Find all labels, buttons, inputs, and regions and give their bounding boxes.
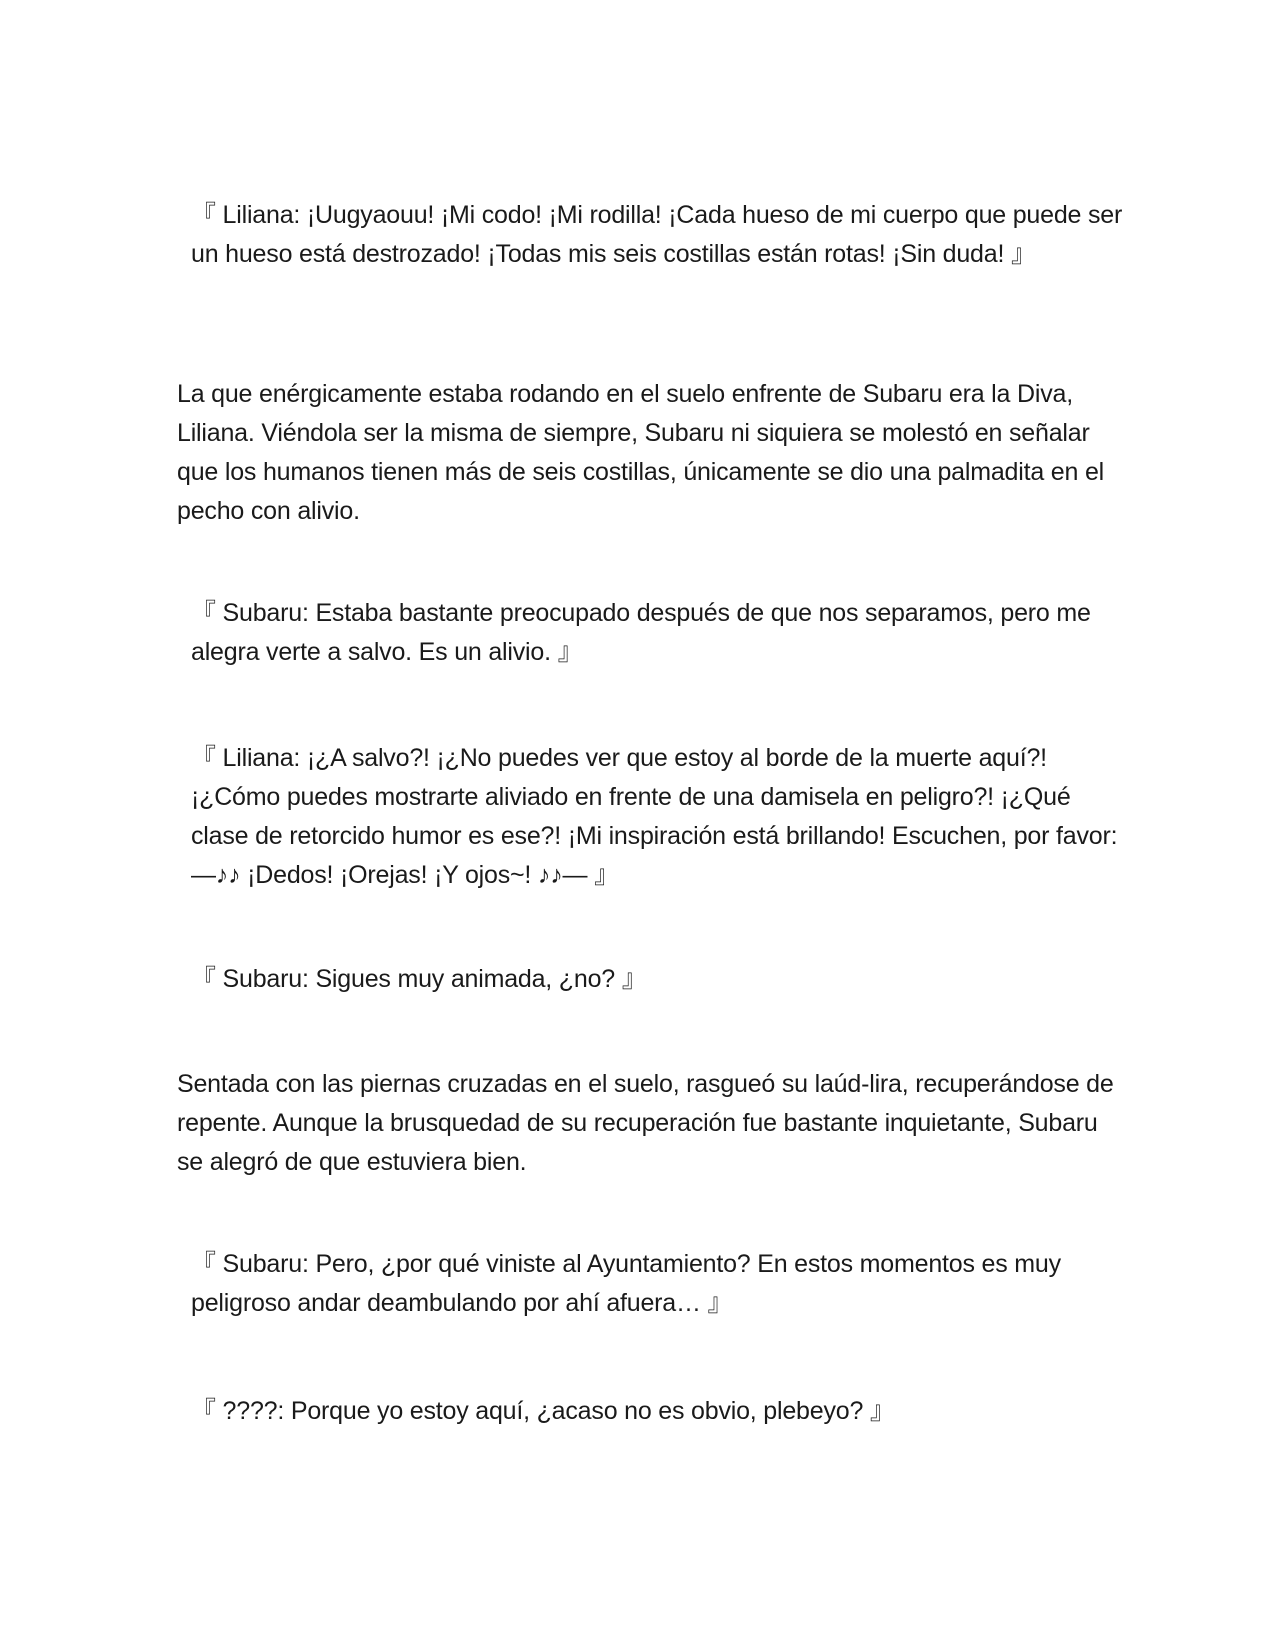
dialogue-liliana-2: 『 Liliana: ¡¿A salvo?! ¡¿No puedes ver que estoy al borde de la muerte aquí?! ¡¿Cómo puedes mostrarte aliviado en frente de una damisela en peligro?! ¡¿Qué clase de retorcido humor es ese?! ¡Mi inspiración está brillando! Escuchen, por favor: —♪♪ ¡Dedos! ¡Orejas! ¡Y ojos~! ♪♪— 』 xyxy=(191,744,1118,889)
dialogue-liliana-1: 『 Liliana: ¡Uugyaouu! ¡Mi codo! ¡Mi rodilla! ¡Cada hueso de mi cuerpo que puede ser un hueso está destrozado! ¡Todas mis seis costillas están rotas! ¡Sin duda! 』 xyxy=(191,201,1123,268)
dialogue-subaru-1: 『 Subaru: Estaba bastante preocupado después de que nos separamos, pero me alegra verte a salvo. Es un alivio. 』 xyxy=(191,599,1091,666)
dialogue-subaru-3: 『 Subaru: Pero, ¿por qué viniste al Ayuntamiento? En estos momentos es muy peligroso andar deambulando por ahí afuera… 』 xyxy=(191,1250,1061,1317)
dialogue-subaru-2: 『 Subaru: Sigues muy animada, ¿no? 』 xyxy=(191,965,647,993)
narration-paragraph-2: Sentada con las piernas cruzadas en el suelo, rasgueó su laúd-lira, recuperándose de repente. Aunque la brusquedad de su recuperación fue bastante inquietante, Subaru se alegró de que estuviera bien. xyxy=(177,1070,1114,1176)
dialogue-unknown-1: 『 ????: Porque yo estoy aquí, ¿acaso no es obvio, plebeyo? 』 xyxy=(191,1397,895,1425)
narration-paragraph-1: La que enérgicamente estaba rodando en el suelo enfrente de Subaru era la Diva, Liliana. Viéndola ser la misma de siempre, Subaru ni siquiera se molestó en señalar que los humanos tienen más de seis costillas, únicamente se dio una palmadita en el pecho con alivio. xyxy=(177,380,1105,525)
